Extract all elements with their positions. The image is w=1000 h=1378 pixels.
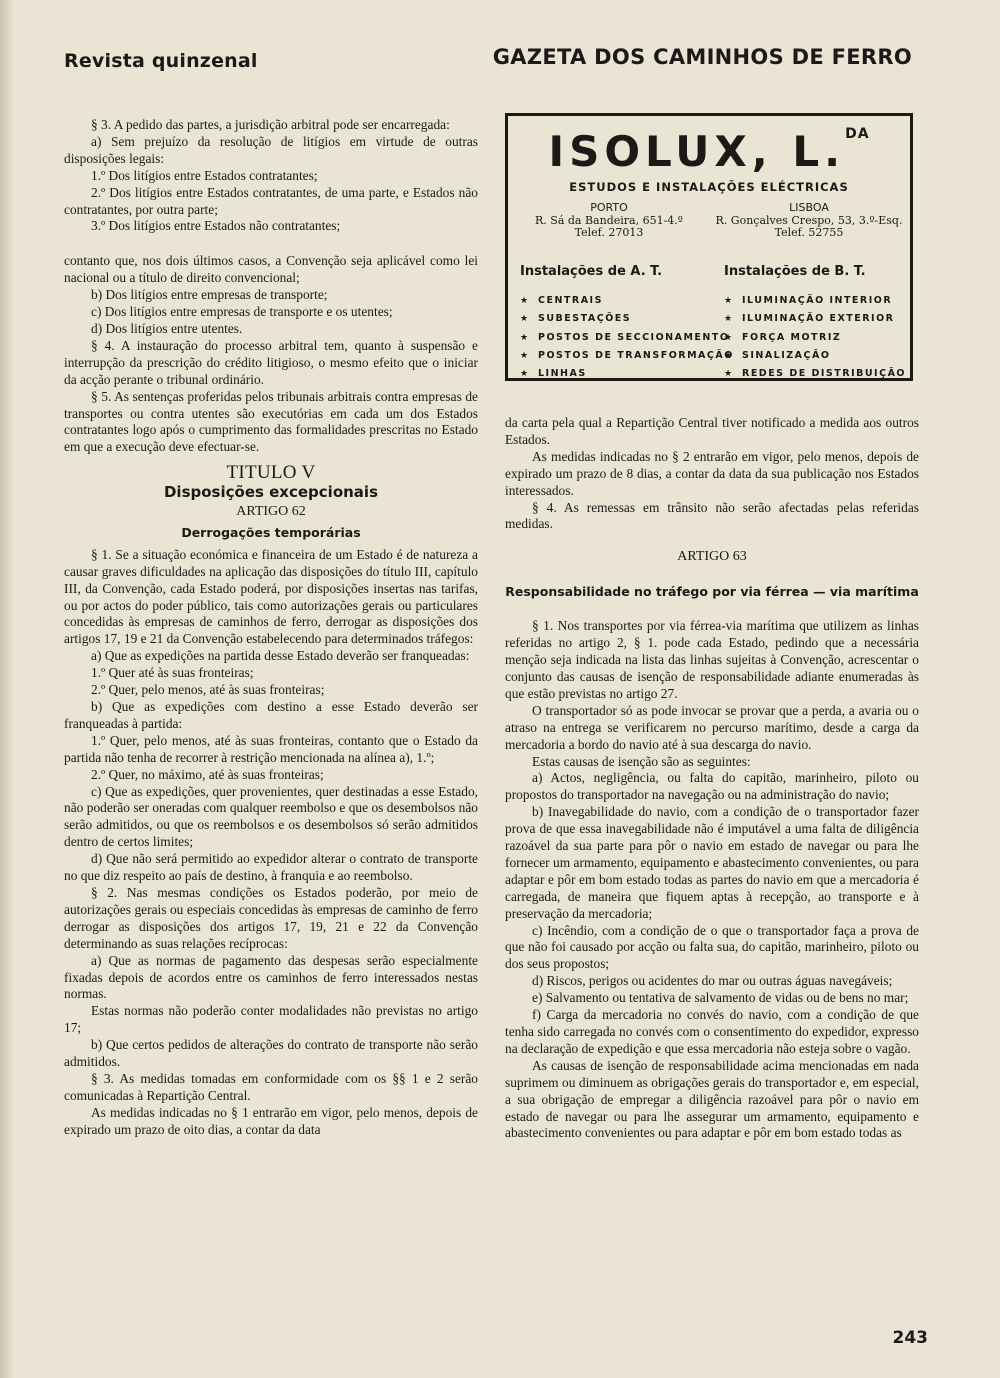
article-heading: ARTIGO 62 [236, 504, 306, 520]
paragraph: c) Que as expedições, quer provenientes, quer destinadas a esse Estado, não poderão ser oneradas com qualquer reembolso e que os desembolsos não serão admitidos, ou que os reembolsos e os desembolsos só serão admitidos dentro de certos limites; [64, 783, 478, 850]
paragraph: O transportador só as pode invocar se provar que a perda, a avaria ou o atraso na entrega se verificarem no percurso marítimo, desde a carga da mercadoria a bordo do navio até à sua descarga do navio. [505, 702, 919, 752]
paragraph: a) Que as normas de pagamento das despesas serão especialmente fixadas depois de acordos entre os caminhos de ferro interessados nestas normas. [64, 952, 478, 1002]
paragraph: As medidas indicadas no § 2 entrarão em vigor, pelo menos, depois de expirado um prazo de 8 dias, a contar da data da sua publicação nos Estados interessados. [505, 448, 919, 498]
article-heading: ARTIGO 63 [677, 549, 747, 565]
paragraph: § 2. Nas mesmas condições os Estados poderão, por meio de autorizações gerais ou especiais concedidas às empresas de caminho de ferro derrogar as disposições dos artigos 17, 19, 21 e 22 da Convenção determinando as suas relações recíprocas: [64, 884, 478, 951]
list-item: ★ CENTRAIS [520, 292, 734, 310]
advert-bt-list [724, 292, 906, 383]
paragraph: § 4. As remessas em trânsito não serão afectadas pelas referidas medidas. [505, 499, 919, 532]
porto-address: R. Sá da Bandeira, 651-4.º [535, 213, 683, 227]
paragraph: a) Actos, negligência, ou falta do capitão, marinheiro, piloto ou propostos do transportador na navegação ou na administração do navio; [505, 770, 919, 803]
lisboa-address: R. Gonçalves Crespo, 53, 3.º-Esq. [715, 213, 903, 227]
list-item: ★ ILUMINAÇÃO EXTERIOR [724, 310, 906, 328]
paragraph: f) Carga da mercadoria no convés do navio, com a condição de que tenha sido carregada no convés com o consentimento do expedidor, expresso na declaração de expedição e que essa mercadoria não esteja sobre o vagão. [505, 1007, 919, 1056]
porto-city: PORTO [590, 201, 628, 214]
paragraph: 1.º Quer, pelo menos, até às suas fronteiras, contanto que o Estado da partida não tenha de recorrer à restrição mencionada na alínea a), 1.º; [64, 732, 478, 765]
advert-title-text: ISOLUX, L. [548, 127, 846, 176]
paragraph: e) Salvamento ou tentativa de salvamento de vidas ou de bens no mar; [532, 990, 909, 1006]
running-header-left: Revista quinzenal [64, 50, 258, 72]
paragraph: § 1. Nos transportes por via férrea-via marítima que utilizem as linhas referidas no artigo 2, § 1. pode cada Estado, pedindo que a necessária menção seja indicada na lista das linhas sujeitas à Convenção, acrescentar o conjunto das causas de isenção de responsabilidade adiante enumeradas às que estão previstas no artigo 27. [505, 618, 919, 701]
paragraph: d) Que não será permitido ao expedidor alterar o contrato de transporte no que diz respeito ao país de destino, à franquia e ao reembolso. [64, 851, 478, 884]
page-gutter-shadow [0, 0, 14, 1378]
paragraph: b) Que certos pedidos de alterações do contrato de transporte não serão admitidos. [64, 1037, 478, 1070]
right-text-column [505, 415, 919, 1142]
paragraph: b) Dos litígios entre empresas de transporte; [91, 287, 328, 303]
paragraph: c) Incêndio, com a condição de o que o transportador faça a prova de que não foi causado por acção ou falta sua, do capitão, marinheiro, piloto ou dos seus propostos; [505, 922, 919, 972]
left-text-column [64, 117, 478, 1139]
list-item: ★ FORÇA MOTRIZ [724, 329, 906, 347]
paragraph: a) Sem prejuízo da resolução de litígios em virtude de outras disposições legais: [64, 133, 478, 166]
paragraph: § 1. Se a situação económica e financeira de um Estado é de natureza a causar graves dificuldades na aplicação das disposições do título III, capítulo III, da Convenção, cada Estado poderá, por disposições insertas nas tarifas, ou por actos do poder público, tais como autorizações gerais ou particulares concedidas às empresas de caminhos de ferro, derrogar as disposições dos artigos 17, 19 e 21 da Convenção estabelecendo para determinados tráfegos: [64, 546, 478, 647]
advert-title-superscript: DA [845, 126, 870, 142]
advert-subtitle: ESTUDOS E INSTALAÇÕES ELÉCTRICAS [569, 180, 849, 194]
paragraph: da carta pela qual a Repartição Central tiver notificado a medida aos outros Estados. [505, 415, 919, 447]
paragraph: As medidas indicadas no § 1 entrarão em vigor, pelo menos, depois de expirado um prazo de oito dias, a contar da data [64, 1104, 478, 1137]
paragraph: 2.º Dos litígios entre Estados contratantes, de uma parte, e Estados não contratantes, por outra parte; [64, 184, 478, 217]
paragraph: b) Que as expedições com destino a esse Estado deverão ser franqueadas à partida: [64, 699, 478, 731]
list-item: ★ REDES DE DISTRIBUIÇÃO [724, 365, 906, 383]
section-title: TITULO V [226, 462, 316, 484]
paragraph: § 5. As sentenças proferidas pelos tribunais arbitrais contra empresas de transportes ou contra utentes são executórias em cada um dos Estados contratantes logo após o cumprimento das formalidades prescritas no Estado em que a execução deve efectuar-se. [64, 388, 478, 455]
section-subtitle: Disposições excepcionais [163, 483, 378, 502]
lisboa-city: LISBOA [789, 201, 829, 214]
list-item: ★ ILUMINAÇÃO INTERIOR [724, 292, 906, 310]
porto-phone: Telef. 27013 [574, 226, 644, 240]
isolux-advertisement [505, 113, 913, 381]
page-number: 243 [892, 1328, 928, 1348]
paragraph: 2.º Quer, pelo menos, até às suas fronteiras; [91, 682, 325, 698]
advert-porto-block [514, 202, 704, 240]
paragraph: Estas normas não poderão conter modalidades não previstas no artigo 17; [64, 1003, 478, 1036]
list-item: ★ LINHAS [520, 365, 734, 383]
paragraph: b) Inavegabilidade do navio, com a condição de o transportador fazer prova de que essa inavegabilidade não é imputável a uma falta de diligência razoável da sua parte para pôr o navio em estado de navegar ou para lhe fornecer um armamento, equipamento e abastecimento convenientes, ou para adaptar e pôr em bom estado todas as partes do navio em que a mercadoria é carregada, de maneira que fiquem aptas à recepção, ao transporte e à preservação da mercadoria; [505, 804, 919, 921]
paragraph: contanto que, nos dois últimos casos, a Convenção seja aplicável como lei nacional ou a título de direito convencional; [64, 253, 478, 286]
advert-lisboa-block [714, 202, 904, 240]
paragraph: 3.º Dos litígios entre Estados não contratantes; [91, 218, 341, 234]
paragraph: a) Que as expedições na partida desse Estado deverão ser franqueadas: [91, 648, 470, 664]
paragraph: 1.º Dos litígios entre Estados contratantes; [91, 167, 318, 183]
paragraph: d) Dos litígios entre utentes. [91, 320, 243, 336]
article-subtitle: Derrogações temporárias [181, 524, 361, 540]
paragraph: d) Riscos, perigos ou acidentes do mar ou outras águas navegáveis; [532, 973, 893, 989]
paragraph: Estas causas de isenção são as seguintes: [532, 753, 751, 769]
advert-at-list [520, 292, 734, 383]
running-header-right: GAZETA DOS CAMINHOS DE FERRO [492, 45, 912, 69]
paragraph: 2.º Quer, no máximo, até às suas fronteiras; [91, 766, 324, 782]
paragraph: As causas de isenção de responsabilidade acima mencionadas em nada suprimem ou diminuem as obrigações gerais do transportador e, em especial, a sua obrigação de empregar a diligência razoável para pôr o navio em estado de navegar ou para lhe assegurar um armamento, equipamento e abastecimento convenientes ou para adaptar e pôr em bom estado todas as [505, 1057, 919, 1141]
advert-at-heading: Instalações de A. T. [520, 264, 663, 279]
spacer [64, 235, 478, 253]
list-item: ★ SINALIZAÇÃO [724, 347, 906, 365]
article-subtitle: Responsabilidade no tráfego por via férrea — via marítima [505, 584, 919, 600]
list-item: ★ POSTOS DE TRANSFORMAÇÃO [520, 347, 734, 365]
lisboa-phone: Telef. 52755 [774, 226, 844, 240]
list-item: ★ SUBESTAÇÕES [520, 310, 734, 328]
advert-title [508, 126, 910, 176]
list-item: ★ POSTOS DE SECCIONAMENTO [520, 329, 734, 347]
paragraph: § 3. A pedido das partes, a jurisdição arbitral pode ser encarregada: [91, 117, 450, 132]
paragraph: § 4. A instauração do processo arbitral tem, quanto à suspensão e interrupção da prescrição do crédito litigioso, o mesmo efeito que o iniciar da acção perante o tribunal ordinário. [64, 337, 478, 387]
paragraph: § 3. As medidas tomadas em conformidade com os §§ 1 e 2 serão comunicadas à Repartição Central. [64, 1070, 478, 1103]
advert-bt-heading: Instalações de B. T. [724, 264, 866, 279]
paragraph: 1.º Quer até às suas fronteiras; [91, 665, 254, 681]
paragraph: c) Dos litígios entre empresas de transporte e os utentes; [91, 304, 393, 320]
